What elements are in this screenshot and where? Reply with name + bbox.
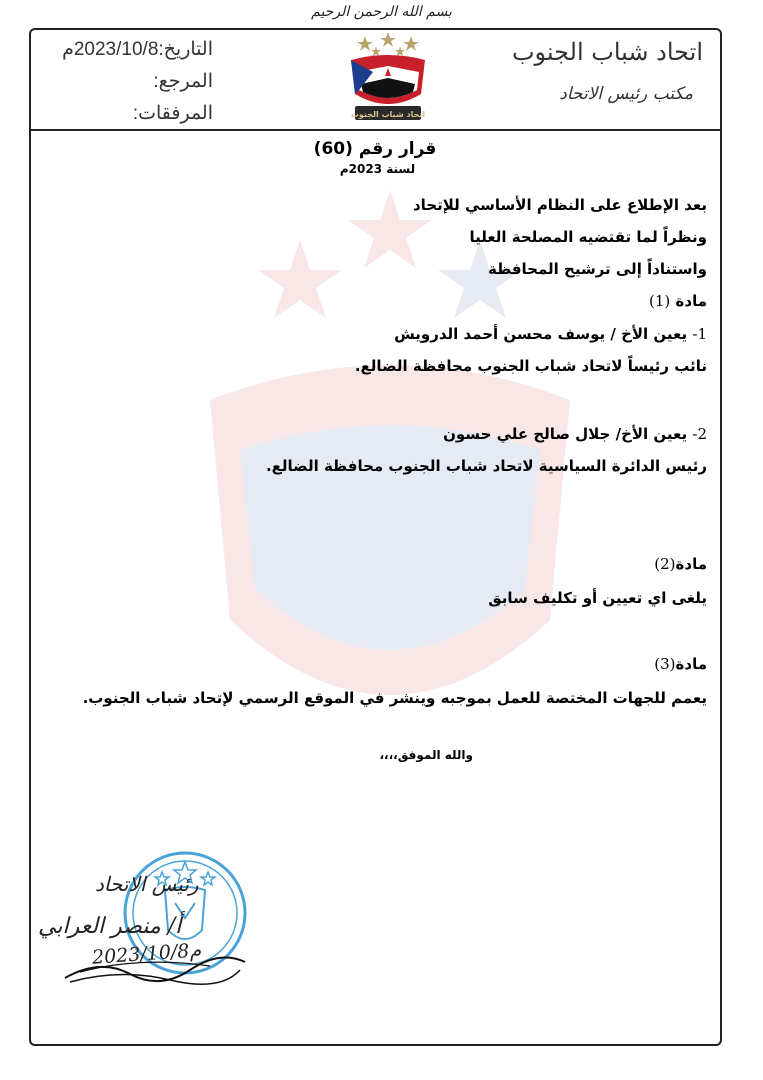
article-3-text: يعمم للجهات المختصة للعمل بموجبه وينشر في الموقع الرسمي لإتحاد شباب الجنوب. <box>82 689 707 707</box>
preamble-line-1: بعد الإطلاع على النظام الأساسي للإتحاد <box>412 196 707 214</box>
decision-title: قرار رقم (60) <box>313 139 437 159</box>
item-1-name-line <box>394 325 707 343</box>
organization-logo <box>343 32 433 124</box>
article-2-heading <box>654 555 707 573</box>
date-value: 2023/10/8م <box>62 39 159 60</box>
article-3-heading <box>654 655 707 673</box>
item-2-name-line <box>443 425 707 443</box>
article-1-number: (1) <box>649 292 671 310</box>
office-name: مكتب رئيس الاتحاد <box>559 84 693 104</box>
header-divider <box>29 129 722 131</box>
signatory-title: رئيس الاتحاد <box>95 872 199 896</box>
article-2-number: (2) <box>654 555 676 573</box>
article-3-number: (3) <box>654 655 676 673</box>
item-2-prefix: 2- <box>692 425 707 443</box>
article-1-heading <box>649 292 707 310</box>
item-1-role: نائب رئيساً لاتحاد شباب الجنوب محافظة الضالع. <box>354 357 707 375</box>
svg-text:اتحاد شباب الجنوب: اتحاد شباب الجنوب <box>350 110 426 119</box>
item-2-name: يعين الأخ/ جلال صالح علي حسون <box>443 425 688 443</box>
item-2-role: رئيس الدائرة السياسية لاتحاد شباب الجنوب محافظة الضالع. <box>265 457 707 475</box>
reference-label: المرجع: <box>153 71 213 92</box>
article-1-label: مادة <box>675 292 707 310</box>
date-label: التاريخ: <box>158 39 213 60</box>
date-field <box>62 38 213 61</box>
preamble-line-2: ونظراً لما تقتضيه المصلحة العليا <box>469 228 707 246</box>
attachments-label: المرفقات: <box>132 103 213 124</box>
signature-date: 2023/10/8م <box>91 939 202 969</box>
organization-name: اتحاد شباب الجنوب <box>511 38 703 66</box>
article-2-text: يلغى اي تعيين أو تكليف سابق <box>488 589 707 607</box>
item-1-name: يعين الأخ / يوسف محسن أحمد الدرويش <box>394 325 688 343</box>
handwritten-signature <box>60 948 250 988</box>
signatory-name: أ/ منصر العرابي <box>38 914 182 939</box>
item-1-prefix: 1- <box>692 325 707 343</box>
basmala: بسم الله الرحمن الرحيم <box>311 4 452 20</box>
decision-year: لسنة 2023م <box>339 162 416 176</box>
closing-text: والله الموفق،،،، <box>379 748 473 762</box>
article-3-label: مادة <box>675 655 707 673</box>
article-2-label: مادة <box>675 555 707 573</box>
preamble-line-3: واستناداً إلى ترشيح المحافظة <box>487 260 707 278</box>
